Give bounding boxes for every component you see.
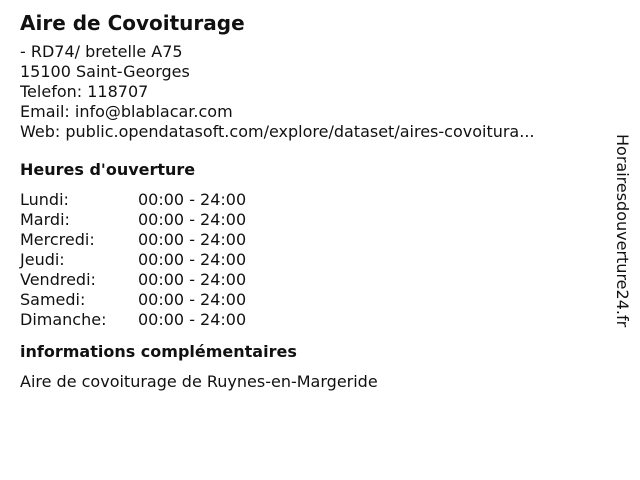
hours-row [20, 250, 246, 270]
day-hours: 00:00 - 24:00 [138, 250, 247, 269]
address-block [20, 42, 600, 142]
info-heading: informations complémentaires [20, 342, 297, 361]
day-label: Mercredi: [20, 230, 95, 249]
day-hours: 00:00 - 24:00 [138, 310, 247, 329]
place-title: Aire de Covoiturage [20, 11, 245, 35]
hours-row [20, 270, 246, 290]
day-label: Dimanche: [20, 310, 107, 329]
hours-row [20, 190, 246, 210]
hours-row [20, 310, 246, 330]
day-label: Jeudi: [20, 250, 65, 269]
hours-table [20, 190, 246, 330]
street-line: - RD74/ bretelle A75 [20, 42, 183, 61]
hours-heading: Heures d'ouverture [20, 160, 196, 179]
day-label: Samedi: [20, 290, 86, 309]
place-card [20, 10, 600, 392]
web-line[interactable]: Web: public.opendatasoft.com/explore/dataset/aires-covoitura... [20, 122, 535, 141]
day-hours: 00:00 - 24:00 [138, 230, 247, 249]
day-label: Lundi: [20, 190, 69, 209]
hours-row [20, 230, 246, 250]
phone-line[interactable]: Telefon: 118707 [20, 82, 149, 101]
info-text: Aire de covoiturage de Ruynes-en-Margeride [20, 372, 378, 391]
day-hours: 00:00 - 24:00 [138, 270, 247, 289]
city-line: 15100 Saint-Georges [20, 62, 190, 81]
day-hours: 00:00 - 24:00 [138, 190, 247, 209]
hours-row [20, 210, 246, 230]
day-label: Vendredi: [20, 270, 96, 289]
day-label: Mardi: [20, 210, 70, 229]
hours-row [20, 290, 246, 310]
email-line[interactable]: Email: info@blablacar.com [20, 102, 233, 121]
day-hours: 00:00 - 24:00 [138, 290, 247, 309]
day-hours: 00:00 - 24:00 [138, 210, 247, 229]
brand-watermark[interactable]: Horairesdouverture24.fr [613, 134, 632, 328]
